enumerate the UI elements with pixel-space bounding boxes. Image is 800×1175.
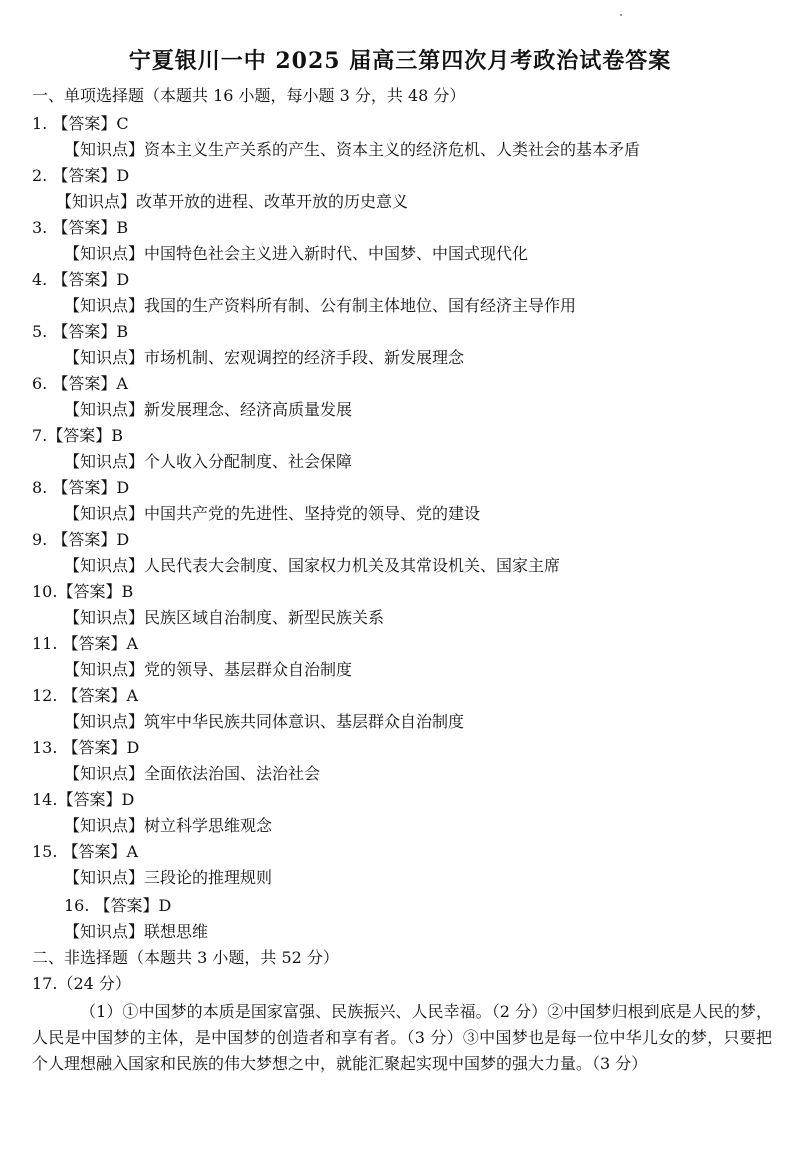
answer-line-5: 5. 【答案】B bbox=[32, 322, 129, 341]
answer-line-14: 14.【答案】D bbox=[32, 790, 135, 809]
answer-line-12: 12. 【答案】A bbox=[32, 686, 139, 705]
answer-line-2: 2. 【答案】D bbox=[32, 166, 130, 185]
knowledge-point-5: 【知识点】市场机制、宏观调控的经济手段、新发展理念 bbox=[64, 348, 465, 367]
knowledge-point-16: 【知识点】联想思维 bbox=[64, 922, 209, 941]
section-2-heading: 二、非选择题（本题共 3 小题，共 52 分） bbox=[32, 948, 339, 967]
knowledge-point-13: 【知识点】全面依法治国、法治社会 bbox=[64, 764, 321, 783]
scan-speck bbox=[620, 14, 622, 16]
page-title: 宁夏银川一中 2025 届高三第四次月考政治试卷答案 bbox=[128, 48, 672, 74]
answer-line-8: 8. 【答案】D bbox=[32, 478, 130, 497]
knowledge-point-12: 【知识点】筑牢中华民族共同体意识、基层群众自治制度 bbox=[64, 712, 465, 731]
knowledge-point-4: 【知识点】我国的生产资料所有制、公有制主体地位、国有经济主导作用 bbox=[64, 296, 577, 315]
question-17-answer bbox=[32, 999, 772, 1077]
knowledge-point-7: 【知识点】个人收入分配制度、社会保障 bbox=[64, 452, 353, 471]
answer-line-13: 13. 【答案】D bbox=[32, 738, 140, 757]
knowledge-point-15: 【知识点】三段论的推理规则 bbox=[64, 868, 273, 887]
answer-line-7: 7.【答案】B bbox=[32, 426, 124, 445]
answer-line-11: 11. 【答案】A bbox=[32, 634, 139, 653]
answer-line-3: 3. 【答案】B bbox=[32, 218, 129, 237]
answer-line-15: 15. 【答案】A bbox=[32, 842, 139, 861]
answer-line-1: 1. 【答案】C bbox=[32, 114, 129, 133]
question-17-label: 17.（24 分） bbox=[32, 974, 131, 993]
answer-line-9: 9. 【答案】D bbox=[32, 530, 130, 549]
answer-line-4: 4. 【答案】D bbox=[32, 270, 130, 289]
section-1-heading: 一、单项选择题（本题共 16 小题，每小题 3 分，共 48 分） bbox=[32, 86, 466, 105]
answer-line-6: 6. 【答案】A bbox=[32, 374, 128, 393]
question-17-answer-text: （1）①中国梦的本质是国家富强、民族振兴、人民幸福。（2 分）②中国梦归根到底是人民的梦，人民是中国梦的主体，是中国梦的创造者和享有者。（3 分）③中国梦也是每一位中华儿女的梦，只要把个人理想融入国家和民族的伟大梦想之中，就能汇聚起实现中国梦的强大力量。（3 分） bbox=[32, 1002, 772, 1073]
knowledge-point-2: 【知识点】改革开放的进程、改革开放的历史意义 bbox=[56, 192, 409, 211]
knowledge-point-3: 【知识点】中国特色社会主义进入新时代、中国梦、中国式现代化 bbox=[64, 244, 529, 263]
knowledge-point-8: 【知识点】中国共产党的先进性、坚持党的领导、党的建设 bbox=[64, 504, 481, 523]
answer-line-16: 16. 【答案】D bbox=[64, 896, 172, 915]
knowledge-point-11: 【知识点】党的领导、基层群众自治制度 bbox=[64, 660, 353, 679]
knowledge-point-6: 【知识点】新发展理念、经济高质量发展 bbox=[64, 400, 353, 419]
knowledge-point-1: 【知识点】资本主义生产关系的产生、资本主义的经济危机、人类社会的基本矛盾 bbox=[64, 140, 641, 159]
knowledge-point-9: 【知识点】人民代表大会制度、国家权力机关及其常设机关、国家主席 bbox=[64, 556, 561, 575]
answer-line-10: 10.【答案】B bbox=[32, 582, 134, 601]
knowledge-point-14: 【知识点】树立科学思维观念 bbox=[64, 816, 273, 835]
knowledge-point-10: 【知识点】民族区域自治制度、新型民族关系 bbox=[64, 608, 385, 627]
